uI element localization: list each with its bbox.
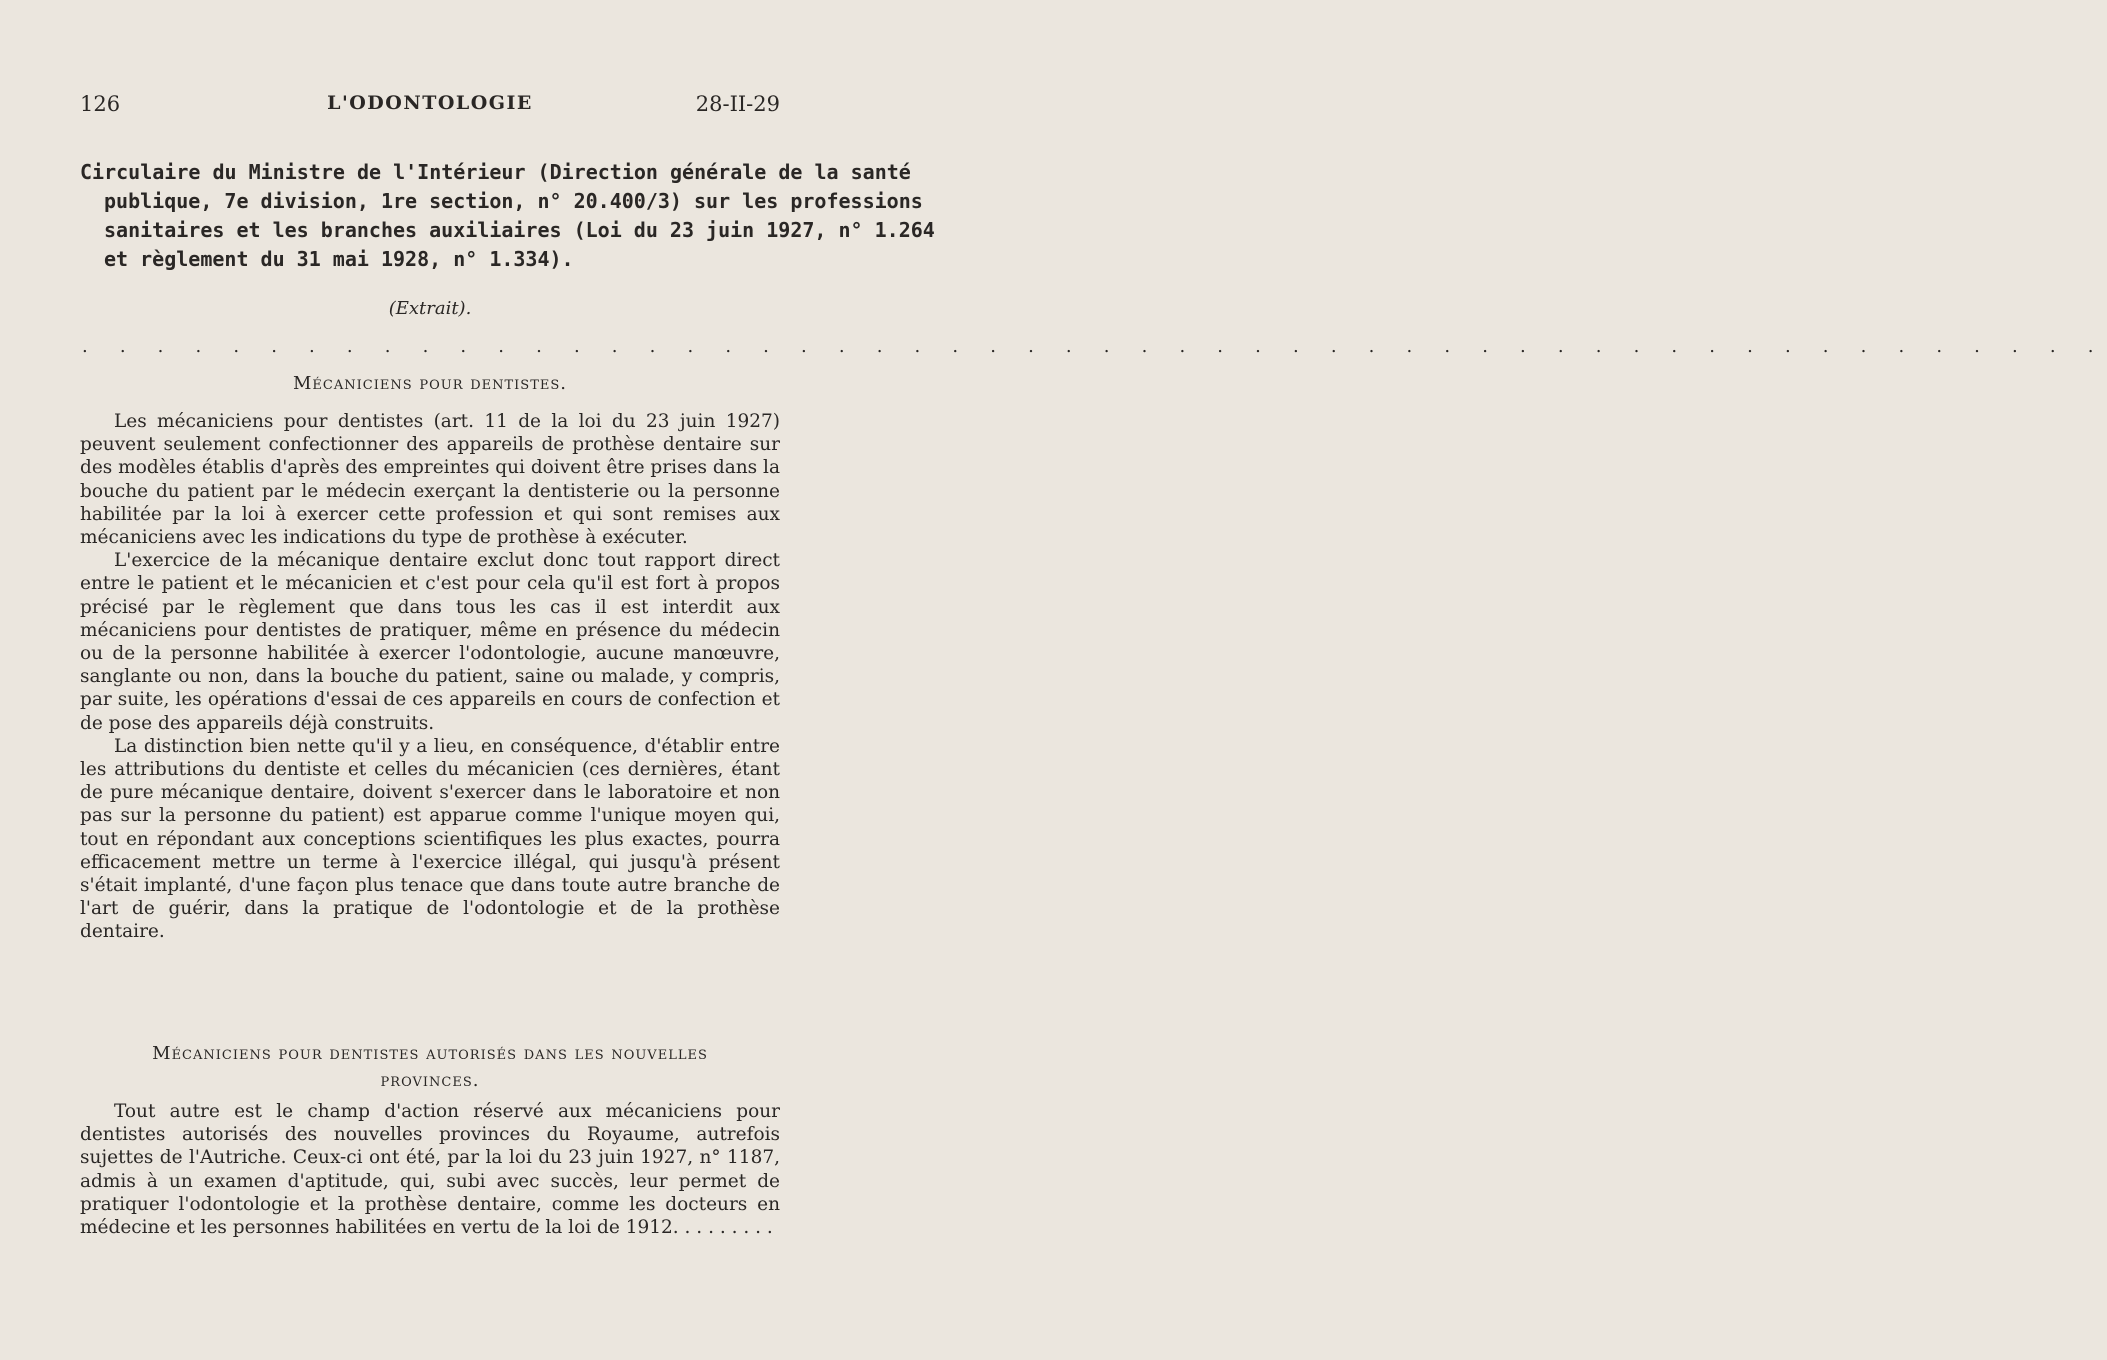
section-heading: Mécaniciens pour dentistes. — [293, 373, 567, 394]
paragraph: L'exercice de la mécanique dentaire exclut donc tout rapport direct entre le patient et le mécanicien et c'est pour cela qu'il est fort à propos précisé par le règlement que dans tous les cas il est interdit aux mécaniciens pour dentistes de pratiquer, même en présence du médecin ou de la personne habilitée à exercer l'odontologie, aucune manœuvre, sanglante ou non, dans la bouche du patient, saine ou malade, y compris, par suite, les opérations d'essai de ces appareils en cours de confection et de pose des appareils déjà construits. — [80, 550, 780, 734]
extract-label: (Extrait). — [388, 298, 472, 319]
journal-title: L'ODONTOLOGIE — [327, 92, 533, 114]
running-header — [80, 92, 780, 122]
circular-title — [80, 158, 935, 274]
section-body — [80, 410, 780, 944]
section-heading — [80, 1040, 780, 1094]
issue-date: 28-II-29 — [695, 92, 780, 116]
circular-title-line: publique, 7e division, 1re section, n° 20.400/3) sur les professions — [104, 189, 923, 213]
circular-title-line: sanitaires et les branches auxiliaires (Loi du 23 juin 1927, n° 1.264 — [104, 218, 935, 242]
paragraph: La distinction bien nette qu'il y a lieu, en conséquence, d'établir entre les attributions du dentiste et celles du mécanicien (ces dernières, étant de pure mécanique dentaire, doivent s'exercer dans le laboratoire et non pas sur la personne du patient) est apparue comme l'unique moyen qui, tout en répondant aux conceptions scientifiques les plus exactes, pourra efficacement mettre un terme à l'exercice illégal, qui jusqu'à présent s'était implanté, d'une façon plus tenace que dans toute autre branche de l'art de guérir, dans la pratique de l'odontologie et de la prothèse dentaire. — [80, 735, 780, 943]
section-heading-line: Mécaniciens pour dentistes autorisés dans les nouvelles — [152, 1043, 708, 1064]
paragraph: Tout autre est le champ d'action réservé aux mécaniciens pour dentistes autorisés des nouvelles provinces du Royaume, autrefois sujettes de l'Autriche. Ceux-ci ont été, par la loi du 23 juin 1927, n° 1187, admis à un examen d'aptitude, qui, subi avec succès, leur permet de pratiquer l'odontologie et la prothèse dentaire, comme les docteurs en médecine et les personnes habilitées en vertu de la loi de 1912. . . . . . . . . — [80, 1101, 780, 1239]
circular-title-line: Circulaire du Ministre de l'Intérieur (Direction générale de la santé — [80, 160, 911, 184]
paragraph: Les mécaniciens pour dentistes (art. 11 de la loi du 23 juin 1927) peuvent seulement confectionner des appareils de prothèse dentaire sur des modèles établis d'après des empreintes qui doivent être prises dans la bouche du patient par le médecin exerçant la dentisterie ou la personne habilitée par la loi à exercer cette profession et qui sont remises aux mécaniciens avec les indications du type de prothèse à exécuter. — [80, 411, 780, 549]
section-body — [80, 1100, 780, 1239]
circular-title-line: et règlement du 31 mai 1928, n° 1.334). — [104, 247, 574, 271]
page-number: 126 — [80, 92, 121, 116]
dot-leader: . . . . . . . . . . . . . . . . . . . . . . . . . . . . . . . . . . . . . . . . . . . . . . . . . . . . . . — [82, 336, 2107, 357]
section-heading-line: provinces. — [380, 1070, 480, 1091]
